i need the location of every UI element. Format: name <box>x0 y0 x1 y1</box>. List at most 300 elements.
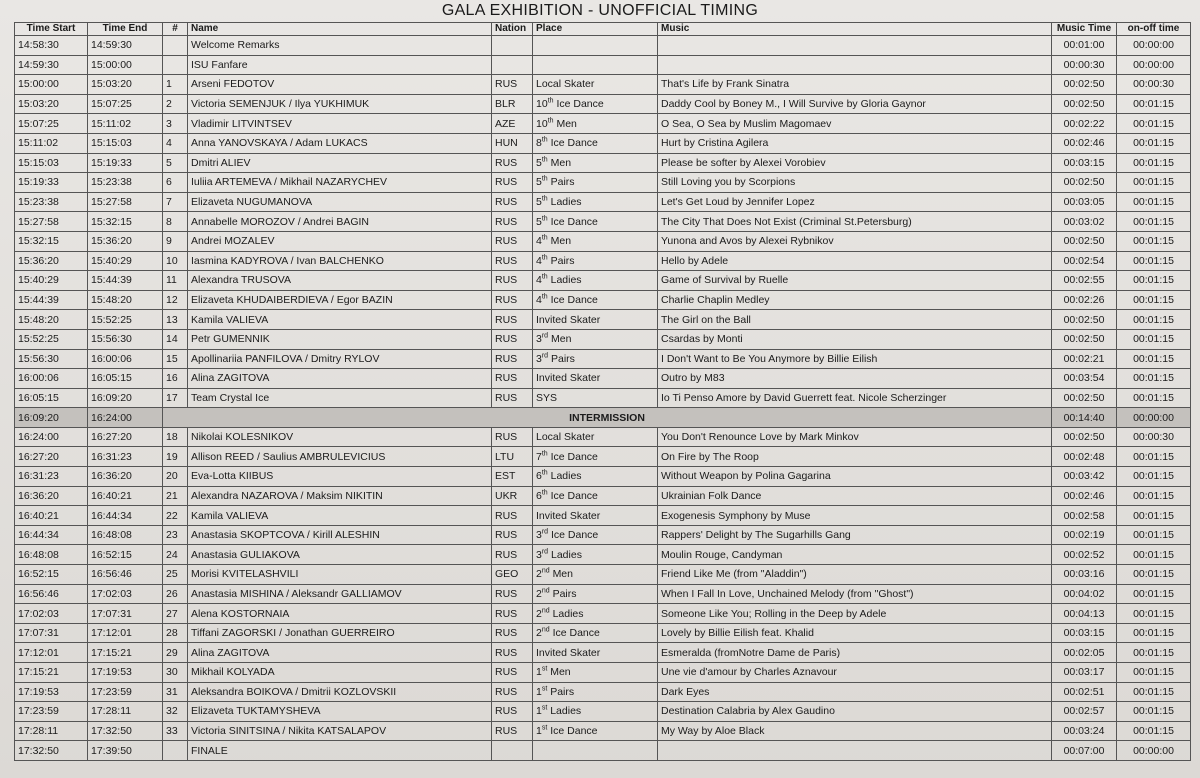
cell-number: 19 <box>163 447 188 467</box>
table-row <box>15 525 1191 545</box>
table-row <box>15 251 1191 271</box>
table-row <box>15 721 1191 741</box>
cell-number: 6 <box>163 173 188 193</box>
cell-name: Elizaveta TUKTAMYSHEVA <box>188 702 492 722</box>
cell-on-off-time: 00:01:15 <box>1117 486 1191 506</box>
table-row <box>15 55 1191 75</box>
cell-number <box>163 55 188 75</box>
table-row <box>15 545 1191 565</box>
table-row <box>15 486 1191 506</box>
cell-place <box>533 36 658 56</box>
cell-time-start: 15:11:02 <box>15 133 88 153</box>
place-rank-suffix: th <box>541 234 548 242</box>
place-rank: 4 <box>536 254 542 267</box>
place-rank: 3 <box>536 548 542 561</box>
cell-time-start: 16:09:20 <box>15 408 88 428</box>
place-rank: 2 <box>536 607 542 620</box>
cell-music-time: 00:02:50 <box>1052 173 1117 193</box>
cell-nation: HUN <box>492 133 533 153</box>
header-on-off-time: on-off time <box>1117 23 1191 36</box>
table-row <box>15 682 1191 702</box>
header-nation: Nation <box>492 23 533 36</box>
cell-music: The City That Does Not Exist (Criminal St.Petersburg) <box>658 212 1052 232</box>
place-category: Men <box>550 156 572 169</box>
cell-music-time: 00:02:50 <box>1052 94 1117 114</box>
cell-on-off-time: 00:01:15 <box>1117 604 1191 624</box>
cell-music-time: 00:02:46 <box>1052 133 1117 153</box>
cell-time-start: 15:32:15 <box>15 231 88 251</box>
header-row <box>15 23 1191 36</box>
cell-time-start: 15:27:58 <box>15 212 88 232</box>
cell-on-off-time: 00:01:15 <box>1117 467 1191 487</box>
cell-place <box>533 55 658 75</box>
place-rank: 4 <box>536 235 542 248</box>
cell-name: Victoria SINITSINA / Nikita KATSALAPOV <box>188 721 492 741</box>
cell-music-time: 00:02:50 <box>1052 329 1117 349</box>
cell-number: 33 <box>163 721 188 741</box>
table-row <box>15 349 1191 369</box>
cell-nation: UKR <box>492 486 533 506</box>
cell-name: Anastasia MISHINA / Aleksandr GALLIAMOV <box>188 584 492 604</box>
cell-music-time: 00:07:00 <box>1052 741 1117 761</box>
table-row <box>15 173 1191 193</box>
cell-on-off-time: 00:01:15 <box>1117 349 1191 369</box>
cell-on-off-time: 00:01:15 <box>1117 271 1191 291</box>
table-row <box>15 702 1191 722</box>
place-rank-suffix: rd <box>541 352 549 360</box>
cell-number: 2 <box>163 94 188 114</box>
place-rank-suffix: th <box>541 489 548 497</box>
cell-music-time: 00:03:17 <box>1052 663 1117 683</box>
header-place: Place <box>533 23 658 36</box>
cell-nation: RUS <box>492 173 533 193</box>
cell-time-end: 15:15:03 <box>88 133 163 153</box>
cell-time-end: 16:48:08 <box>88 525 163 545</box>
place-rank-suffix: th <box>547 117 554 125</box>
cell-time-end: 16:56:46 <box>88 565 163 585</box>
cell-place <box>533 663 658 683</box>
cell-nation: AZE <box>492 114 533 134</box>
place-rank-suffix: th <box>547 97 554 105</box>
place-rank: 2 <box>536 587 542 600</box>
cell-name: Alina ZAGITOVA <box>188 369 492 389</box>
cell-name: Elizaveta NUGUMANOVA <box>188 192 492 212</box>
place-category: Invited Skater <box>536 509 601 522</box>
cell-time-start: 16:48:08 <box>15 545 88 565</box>
cell-music: Friend Like Me (from "Aladdin") <box>658 565 1052 585</box>
place-rank-suffix: th <box>541 469 548 477</box>
cell-nation: RUS <box>492 663 533 683</box>
cell-number: 21 <box>163 486 188 506</box>
cell-place <box>533 133 658 153</box>
cell-on-off-time: 00:01:15 <box>1117 251 1191 271</box>
cell-time-start: 16:36:20 <box>15 486 88 506</box>
cell-music-time: 00:02:26 <box>1052 290 1117 310</box>
cell-time-start: 14:59:30 <box>15 55 88 75</box>
cell-time-end: 17:28:11 <box>88 702 163 722</box>
cell-nation: BLR <box>492 94 533 114</box>
table-row <box>15 329 1191 349</box>
cell-music <box>658 36 1052 56</box>
cell-place <box>533 447 658 467</box>
header-time-end: Time End <box>88 23 163 36</box>
place-rank: 3 <box>536 333 542 346</box>
cell-place <box>533 369 658 389</box>
cell-on-off-time: 00:01:15 <box>1117 584 1191 604</box>
cell-name: Dmitri ALIEV <box>188 153 492 173</box>
place-category: Pairs <box>551 352 575 365</box>
cell-number: 30 <box>163 663 188 683</box>
cell-time-end: 16:09:20 <box>88 388 163 408</box>
cell-time-end: 15:32:15 <box>88 212 163 232</box>
cell-music <box>658 55 1052 75</box>
cell-number: 3 <box>163 114 188 134</box>
cell-number: 27 <box>163 604 188 624</box>
cell-time-end: 15:40:29 <box>88 251 163 271</box>
cell-time-end: 15:07:25 <box>88 94 163 114</box>
cell-music: My Way by Aloe Black <box>658 721 1052 741</box>
cell-time-start: 15:15:03 <box>15 153 88 173</box>
cell-name: Alexandra NAZAROVA / Maksim NIKITIN <box>188 486 492 506</box>
cell-music-time: 00:02:51 <box>1052 682 1117 702</box>
cell-music: Rappers' Delight by The Sugarhills Gang <box>658 525 1052 545</box>
cell-place <box>533 643 658 663</box>
place-category: Ladies <box>551 548 582 561</box>
cell-number: 7 <box>163 192 188 212</box>
cell-name: Mikhail KOLYADA <box>188 663 492 683</box>
cell-time-start: 15:07:25 <box>15 114 88 134</box>
place-rank: 5 <box>536 196 542 209</box>
place-category: Ice Dance <box>550 489 598 502</box>
cell-time-start: 17:32:50 <box>15 741 88 761</box>
place-rank-suffix: st <box>541 724 548 732</box>
cell-time-end: 16:05:15 <box>88 369 163 389</box>
cell-nation <box>492 55 533 75</box>
place-rank-suffix: th <box>541 273 548 281</box>
cell-nation: RUS <box>492 290 533 310</box>
cell-place <box>533 114 658 134</box>
cell-time-end: 16:31:23 <box>88 447 163 467</box>
table-row <box>15 388 1191 408</box>
cell-music: Hello by Adele <box>658 251 1052 271</box>
table-row <box>15 643 1191 663</box>
cell-number: 20 <box>163 467 188 487</box>
cell-nation: RUS <box>492 506 533 526</box>
cell-number: 11 <box>163 271 188 291</box>
place-rank-suffix: nd <box>541 567 550 575</box>
cell-name: Andrei MOZALEV <box>188 231 492 251</box>
cell-music-time: 00:14:40 <box>1052 408 1117 428</box>
cell-number: 4 <box>163 133 188 153</box>
cell-time-end: 14:59:30 <box>88 36 163 56</box>
cell-name: Annabelle MOROZOV / Andrei BAGIN <box>188 212 492 232</box>
cell-number: 17 <box>163 388 188 408</box>
cell-number: 25 <box>163 565 188 585</box>
cell-music-time: 00:00:30 <box>1052 55 1117 75</box>
place-rank: 6 <box>536 470 542 483</box>
cell-music: Destination Calabria by Alex Gaudino <box>658 702 1052 722</box>
cell-music-time: 00:02:54 <box>1052 251 1117 271</box>
place-rank: 5 <box>536 215 542 228</box>
cell-music: Charlie Chaplin Medley <box>658 290 1052 310</box>
table-row <box>15 565 1191 585</box>
cell-nation: RUS <box>492 643 533 663</box>
cell-time-end: 16:36:20 <box>88 467 163 487</box>
cell-place <box>533 604 658 624</box>
cell-music-time: 00:02:19 <box>1052 525 1117 545</box>
place-rank-suffix: st <box>541 704 548 712</box>
cell-number: 14 <box>163 329 188 349</box>
place-category: SYS <box>536 391 558 404</box>
cell-number: 26 <box>163 584 188 604</box>
place-rank: 5 <box>536 156 542 169</box>
cell-name: Alexandra TRUSOVA <box>188 271 492 291</box>
cell-number: 23 <box>163 525 188 545</box>
cell-music: The Girl on the Ball <box>658 310 1052 330</box>
place-category: Men <box>556 117 577 130</box>
cell-on-off-time: 00:00:30 <box>1117 427 1191 447</box>
cell-time-end: 15:11:02 <box>88 114 163 134</box>
place-rank: 3 <box>536 352 542 365</box>
place-rank-suffix: st <box>541 685 548 693</box>
cell-place <box>533 525 658 545</box>
table-row <box>15 94 1191 114</box>
cell-nation: RUS <box>492 329 533 349</box>
cell-number: 1 <box>163 75 188 95</box>
place-rank: 1 <box>536 666 542 679</box>
cell-nation: RUS <box>492 75 533 95</box>
cell-number: 13 <box>163 310 188 330</box>
header-time-start: Time Start <box>15 23 88 36</box>
cell-on-off-time: 00:01:15 <box>1117 369 1191 389</box>
cell-on-off-time: 00:01:15 <box>1117 133 1191 153</box>
cell-nation <box>492 741 533 761</box>
cell-music-time: 00:02:21 <box>1052 349 1117 369</box>
place-rank: 6 <box>536 489 542 502</box>
cell-music: Une vie d'amour by Charles Aznavour <box>658 663 1052 683</box>
cell-on-off-time: 00:01:15 <box>1117 290 1191 310</box>
cell-nation: EST <box>492 467 533 487</box>
table-row <box>15 741 1191 761</box>
cell-music <box>658 741 1052 761</box>
cell-number: 32 <box>163 702 188 722</box>
cell-music-time: 00:02:22 <box>1052 114 1117 134</box>
cell-place <box>533 506 658 526</box>
cell-name: Eva-Lotta KIIBUS <box>188 467 492 487</box>
cell-number: 24 <box>163 545 188 565</box>
cell-music: On Fire by The Roop <box>658 447 1052 467</box>
cell-time-start: 17:02:03 <box>15 604 88 624</box>
cell-nation: RUS <box>492 251 533 271</box>
cell-number: 5 <box>163 153 188 173</box>
cell-time-end: 15:23:38 <box>88 173 163 193</box>
place-category: Ice Dance <box>550 137 598 150</box>
table-row <box>15 369 1191 389</box>
cell-music-time: 00:03:24 <box>1052 721 1117 741</box>
intermission-row <box>15 408 1191 428</box>
place-category: Ladies <box>552 607 584 620</box>
cell-time-end: 16:24:00 <box>88 408 163 428</box>
place-category: Ice Dance <box>550 294 598 307</box>
cell-nation: RUS <box>492 369 533 389</box>
cell-time-end: 16:00:06 <box>88 349 163 369</box>
cell-nation: GEO <box>492 565 533 585</box>
cell-nation: RUS <box>492 349 533 369</box>
cell-name: Anastasia GULIAKOVA <box>188 545 492 565</box>
cell-music: Someone Like You; Rolling in the Deep by Adele <box>658 604 1052 624</box>
cell-on-off-time: 00:01:15 <box>1117 545 1191 565</box>
cell-place <box>533 310 658 330</box>
table-row <box>15 506 1191 526</box>
cell-on-off-time: 00:01:15 <box>1117 506 1191 526</box>
cell-number: 18 <box>163 427 188 447</box>
cell-name: Victoria SEMENJUK / Ilya YUKHIMUK <box>188 94 492 114</box>
cell-place <box>533 329 658 349</box>
cell-music: I Don't Want to Be You Anymore by Billie Eilish <box>658 349 1052 369</box>
cell-music-time: 00:03:54 <box>1052 369 1117 389</box>
cell-nation: RUS <box>492 623 533 643</box>
cell-music-time: 00:02:55 <box>1052 271 1117 291</box>
cell-music: Exogenesis Symphony by Muse <box>658 506 1052 526</box>
cell-place <box>533 467 658 487</box>
place-category: Ice Dance <box>550 215 598 228</box>
cell-music: Still Loving you by Scorpions <box>658 173 1052 193</box>
cell-on-off-time: 00:01:15 <box>1117 231 1191 251</box>
cell-nation: LTU <box>492 447 533 467</box>
cell-music-time: 00:02:46 <box>1052 486 1117 506</box>
cell-time-end: 15:44:39 <box>88 271 163 291</box>
place-rank-suffix: th <box>541 156 548 164</box>
cell-name: Petr GUMENNIK <box>188 329 492 349</box>
cell-on-off-time: 00:01:15 <box>1117 702 1191 722</box>
cell-place <box>533 388 658 408</box>
cell-time-end: 16:44:34 <box>88 506 163 526</box>
cell-name: Alena KOSTORNAIA <box>188 604 492 624</box>
table-row <box>15 231 1191 251</box>
place-rank: 1 <box>536 725 542 738</box>
cell-place <box>533 75 658 95</box>
cell-name: Anastasia SKOPTCOVA / Kirill ALESHIN <box>188 525 492 545</box>
cell-time-start: 16:44:34 <box>15 525 88 545</box>
cell-name: Aleksandra BOIKOVA / Dmitrii KOZLOVSKII <box>188 682 492 702</box>
cell-name: FINALE <box>188 741 492 761</box>
cell-name: Allison REED / Saulius AMBRULEVICIUS <box>188 447 492 467</box>
place-category: Men <box>551 333 572 346</box>
cell-name: Kamila VALIEVA <box>188 310 492 330</box>
place-rank-suffix: nd <box>541 607 550 615</box>
cell-on-off-time: 00:01:15 <box>1117 153 1191 173</box>
cell-name: Welcome Remarks <box>188 36 492 56</box>
cell-time-end: 15:03:20 <box>88 75 163 95</box>
cell-time-start: 15:56:30 <box>15 349 88 369</box>
place-rank: 3 <box>536 529 542 542</box>
cell-on-off-time: 00:01:15 <box>1117 173 1191 193</box>
cell-number: 16 <box>163 369 188 389</box>
cell-time-end: 17:19:53 <box>88 663 163 683</box>
cell-time-start: 15:48:20 <box>15 310 88 330</box>
cell-music: Yunona and Avos by Alexei Rybnikov <box>658 231 1052 251</box>
cell-music: O Sea, O Sea by Muslim Magomaev <box>658 114 1052 134</box>
cell-time-start: 17:12:01 <box>15 643 88 663</box>
place-rank-suffix: th <box>541 254 548 262</box>
place-rank-suffix: th <box>541 136 548 144</box>
cell-music: You Don't Renounce Love by Mark Minkov <box>658 427 1052 447</box>
cell-nation: RUS <box>492 192 533 212</box>
cell-time-start: 16:31:23 <box>15 467 88 487</box>
cell-name: Iuliia ARTEMEVA / Mikhail NAZARYCHEV <box>188 173 492 193</box>
cell-time-start: 15:19:33 <box>15 173 88 193</box>
cell-time-start: 15:36:20 <box>15 251 88 271</box>
cell-number <box>163 36 188 56</box>
cell-time-start: 15:40:29 <box>15 271 88 291</box>
cell-name: Tiffani ZAGORSKI / Jonathan GUERREIRO <box>188 623 492 643</box>
cell-time-start: 14:58:30 <box>15 36 88 56</box>
cell-music-time: 00:03:16 <box>1052 565 1117 585</box>
place-category: Men <box>550 666 571 679</box>
cell-nation: RUS <box>492 682 533 702</box>
place-rank: 5 <box>536 176 542 189</box>
place-category: Invited Skater <box>536 646 601 659</box>
table-row <box>15 36 1191 56</box>
header-music: Music <box>658 23 1052 36</box>
place-rank: 7 <box>536 450 542 463</box>
cell-place <box>533 721 658 741</box>
place-rank: 1 <box>536 685 542 698</box>
cell-time-start: 15:23:38 <box>15 192 88 212</box>
cell-music-time: 00:02:50 <box>1052 75 1117 95</box>
cell-music: When I Fall In Love, Unchained Melody (from "Ghost") <box>658 584 1052 604</box>
cell-on-off-time: 00:01:15 <box>1117 663 1191 683</box>
place-rank-suffix: th <box>541 293 548 301</box>
cell-name: Iasmina KADYROVA / Ivan BALCHENKO <box>188 251 492 271</box>
place-category: Men <box>550 235 572 248</box>
cell-number: 29 <box>163 643 188 663</box>
place-category: Local Skater <box>536 78 595 91</box>
cell-time-end: 17:32:50 <box>88 721 163 741</box>
cell-on-off-time: 00:00:00 <box>1117 36 1191 56</box>
cell-nation: RUS <box>492 212 533 232</box>
place-category: Ice Dance <box>556 98 604 111</box>
table-row <box>15 427 1191 447</box>
cell-name: Alina ZAGITOVA <box>188 643 492 663</box>
table-row <box>15 153 1191 173</box>
cell-time-start: 16:00:06 <box>15 369 88 389</box>
cell-number: 28 <box>163 623 188 643</box>
cell-time-start: 16:40:21 <box>15 506 88 526</box>
cell-time-end: 17:23:59 <box>88 682 163 702</box>
cell-music: Hurt by Cristina Agilera <box>658 133 1052 153</box>
place-category: Ice Dance <box>552 627 600 640</box>
cell-time-start: 16:05:15 <box>15 388 88 408</box>
cell-on-off-time: 00:01:15 <box>1117 565 1191 585</box>
cell-music-time: 00:03:05 <box>1052 192 1117 212</box>
place-rank-suffix: nd <box>541 626 550 634</box>
place-rank-suffix: st <box>541 665 548 673</box>
cell-place <box>533 682 658 702</box>
cell-nation: RUS <box>492 271 533 291</box>
cell-time-end: 17:07:31 <box>88 604 163 624</box>
cell-music-time: 00:04:02 <box>1052 584 1117 604</box>
cell-time-end: 15:00:00 <box>88 55 163 75</box>
cell-place <box>533 271 658 291</box>
cell-name: Apollinariia PANFILOVA / Dmitry RYLOV <box>188 349 492 369</box>
cell-on-off-time: 00:01:15 <box>1117 310 1191 330</box>
cell-time-start: 17:23:59 <box>15 702 88 722</box>
place-rank-suffix: th <box>541 450 548 458</box>
place-rank-suffix: th <box>541 195 548 203</box>
cell-name: Nikolai KOLESNIKOV <box>188 427 492 447</box>
cell-on-off-time: 00:00:00 <box>1117 408 1191 428</box>
